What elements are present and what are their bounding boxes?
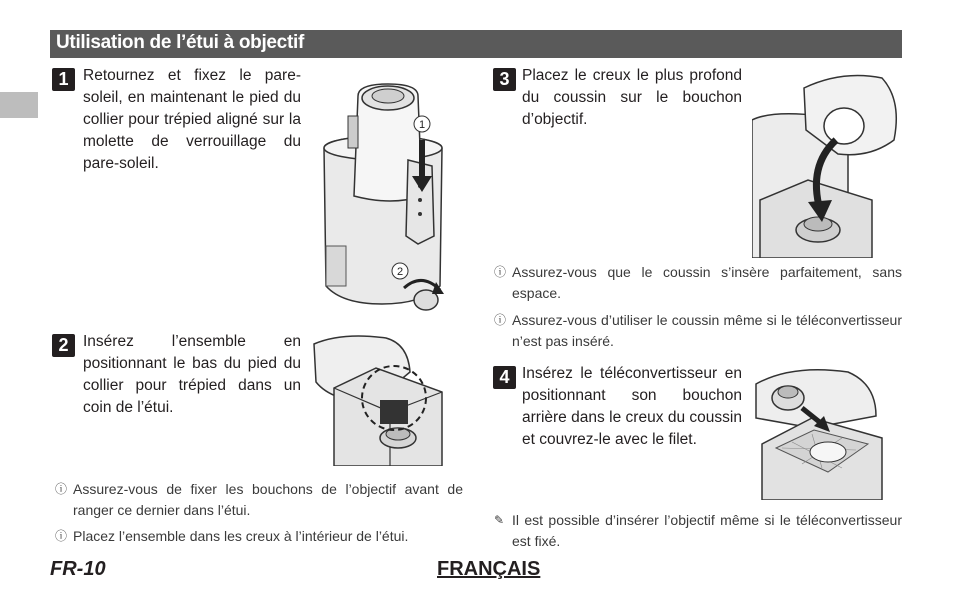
caution-icon: ⓘ	[494, 313, 507, 327]
note-left-1-text: Assurez-vous de fixer les bouchons de l’objectif avant de ranger ce dernier dans l’étui.	[73, 481, 463, 518]
step-3-number: 3	[493, 68, 516, 91]
note-left-1	[55, 479, 463, 521]
note-left-2-text: Placez l’ensemble dans les creux à l’intérieur de l’étui.	[73, 528, 409, 544]
chapter-tab	[0, 92, 38, 118]
section-header-bar	[50, 30, 902, 58]
note-right-1	[494, 262, 902, 304]
caution-icon: ⓘ	[494, 265, 507, 279]
tip-right	[494, 510, 902, 552]
tip-right-text: Il est possible d’insérer l’objectif même si le téléconvertisseur est fixé.	[512, 512, 902, 549]
step-4-text: Insérez le téléconvertisseur en positionnant son bouchon arrière dans le creux du coussin et couvrez-le avec le filet.	[522, 365, 742, 448]
step-4-number: 4	[493, 366, 516, 389]
step-2-text: Insérez l’ensemble en positionnant le bas du pied du collier pour trépied dans un coin de l’étui.	[83, 333, 301, 416]
callout-2: 2	[396, 266, 404, 278]
lens-hood-illustration	[322, 76, 462, 316]
step-3-text: Placez le creux le plus profond du coussin sur le bouchon d’objectif.	[522, 67, 742, 128]
caution-icon: ⓘ	[55, 529, 68, 543]
step-2-number: 2	[52, 334, 75, 357]
step-1-text: Retournez et fixez le pare-soleil, en maintenant le pied du collier pour trépied aligné sur la molette de verrouillage du pare-soleil.	[83, 67, 301, 172]
language-label: FRANÇAIS	[437, 558, 541, 580]
case-insertion-illustration	[312, 332, 446, 466]
page-number: FR-10	[50, 558, 106, 580]
step-1-number: 1	[52, 68, 75, 91]
note-right-2-text: Assurez-vous d’utiliser le coussin même si le téléconvertisseur n’est pas inséré.	[512, 312, 902, 349]
cushion-illustration	[752, 70, 902, 258]
note-right-2	[494, 310, 902, 352]
note-left-2	[55, 526, 463, 547]
note-right-1-text: Assurez-vous que le coussin s’insère parfaitement, sans espace.	[512, 264, 902, 301]
teleconverter-illustration	[752, 364, 886, 500]
callout-1: 1	[418, 119, 426, 131]
section-title: Utilisation de l’étui à objectif	[56, 32, 304, 53]
caution-icon: ⓘ	[55, 482, 68, 496]
tip-icon: ✎	[494, 513, 505, 527]
